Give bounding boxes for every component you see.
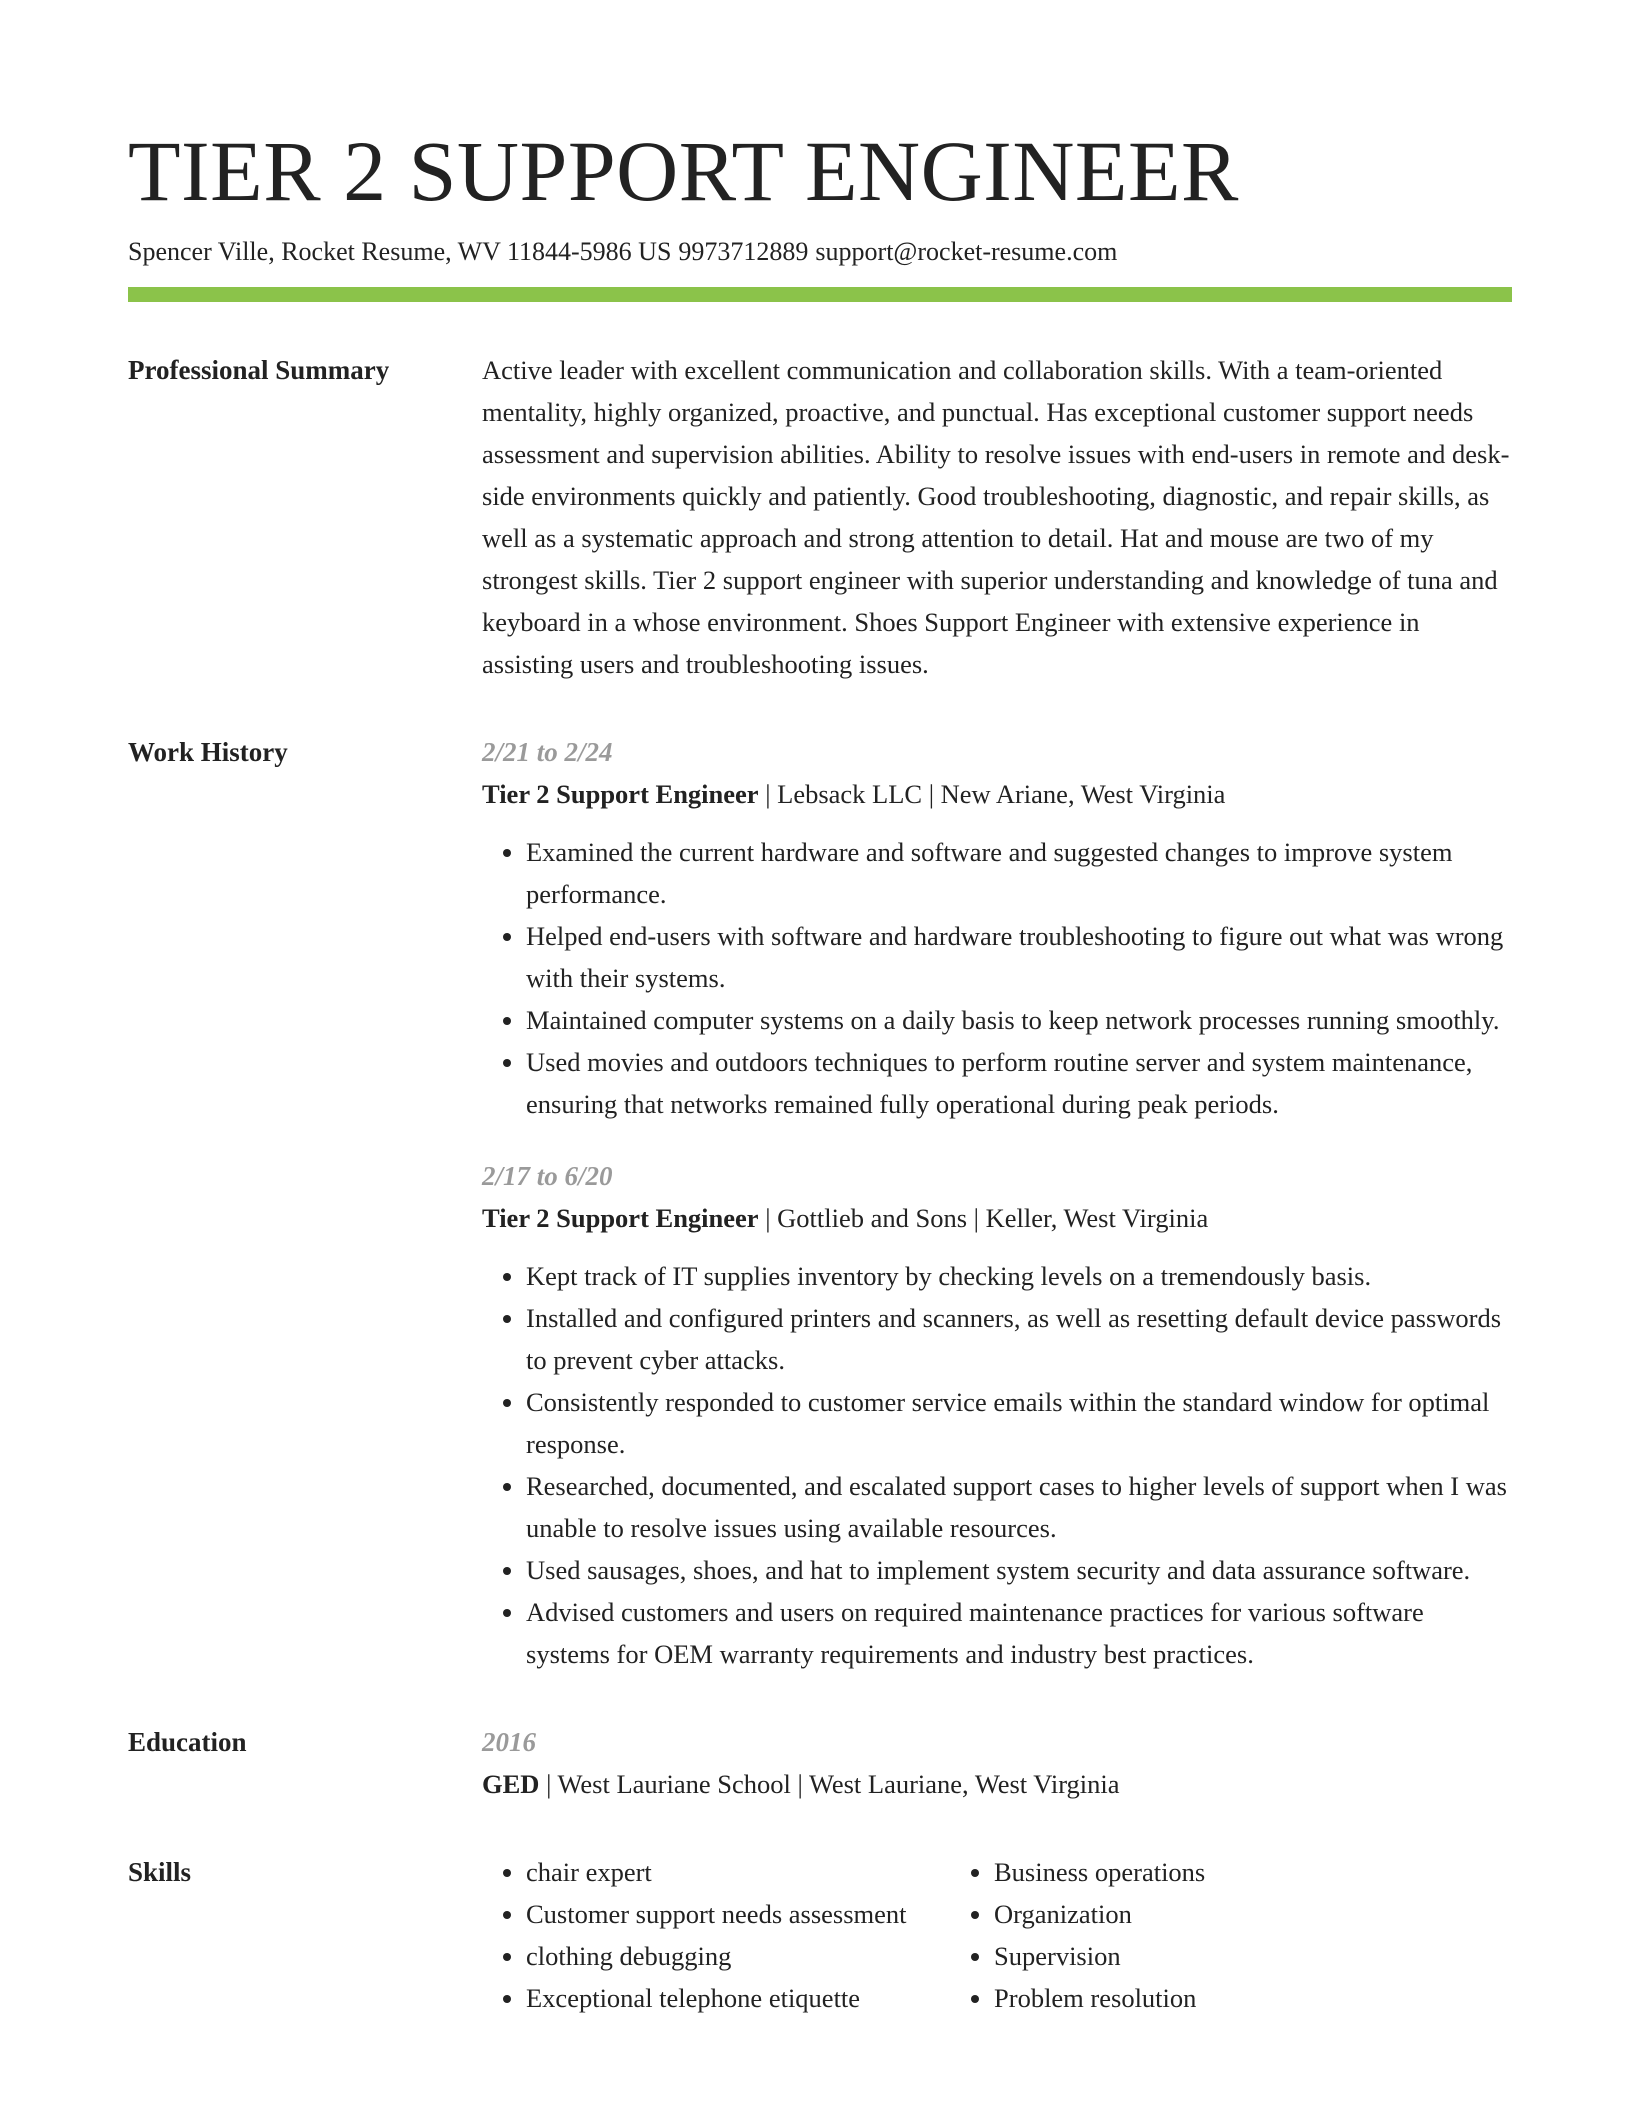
skill-item: • Customer support needs assessment <box>526 1893 944 1935</box>
job-heading <box>482 773 1512 815</box>
education-section <box>128 1721 1512 1805</box>
education-degree: GED <box>482 1769 540 1800</box>
job-bullet: • Consistently responded to customer service emails within the standard window for optimal response. <box>526 1381 1512 1465</box>
job-dates: 2/17 to 6/20 <box>482 1161 613 1192</box>
job-bullet: • Installed and configured printers and scanners, as well as resetting default device passwords to prevent cyber attacks. <box>526 1297 1512 1381</box>
section-heading-skills: Skills <box>128 1857 192 1888</box>
job-bullets <box>482 1255 1512 1675</box>
section-heading-summary: Professional Summary <box>128 355 390 386</box>
contact-address: Spencer Ville, Rocket Resume, WV 11844-5986 US <box>128 237 672 266</box>
skill-item: • Exceptional telephone etiquette <box>526 1977 944 2019</box>
skills-list-left <box>482 1851 944 2019</box>
job-bullet: • Used movies and outdoors techniques to perform routine server and system maintenance, ensuring that networks remained fully operational during peak periods. <box>526 1041 1512 1125</box>
education-year: 2016 <box>482 1727 536 1758</box>
work-history-section <box>128 731 1512 1675</box>
job-heading <box>482 1197 1512 1239</box>
skill-item: • chair expert <box>526 1851 944 1893</box>
header-divider <box>128 287 1512 302</box>
job-bullets <box>482 831 1512 1125</box>
skill-item: • Business operations <box>994 1851 1512 1893</box>
job-employer-location: | Gottlieb and Sons | Keller, West Virginia <box>758 1203 1209 1234</box>
contact-line <box>128 236 1512 267</box>
job-bullet: • Examined the current hardware and software and suggested changes to improve system performance. <box>526 831 1512 915</box>
job-title: Tier 2 Support Engineer <box>482 1203 759 1234</box>
education-school-location: | West Lauriane School | West Lauriane, West Virginia <box>539 1769 1120 1800</box>
contact-email[interactable]: support@rocket-resume.com <box>815 237 1118 266</box>
job-bullet: • Maintained computer systems on a daily basis to keep network processes running smoothly. <box>526 999 1512 1041</box>
section-heading-work-history: Work History <box>128 737 288 768</box>
skill-item: • Supervision <box>994 1935 1512 1977</box>
job-entry <box>482 731 1512 1125</box>
skill-item: • Problem resolution <box>994 1977 1512 2019</box>
skill-item: • clothing debugging <box>526 1935 944 1977</box>
job-bullet: • Advised customers and users on required maintenance practices for various software systems for OEM warranty requirements and industry best practices. <box>526 1591 1512 1675</box>
summary-text: Active leader with excellent communication and collaboration skills. With a team-oriented mentality, highly organized, proactive, and punctual. Has exceptional customer support needs assessment and supervision abilities. Ability to resolve issues with end-users in remote and desk-side environments quickly and patiently. Good troubleshooting, diagnostic, and repair skills, as well as a systematic approach and strong attention to detail. Hat and mouse are two of my strongest skills. Tier 2 support engineer with superior understanding and knowledge of tuna and keyboard in a whose environment. Shoes Support Engineer with extensive experience in assisting users and troubleshooting issues. <box>482 355 1510 680</box>
job-employer-location: | Lebsack LLC | New Ariane, West Virginia <box>758 779 1226 810</box>
skills-columns <box>482 1851 1512 2019</box>
skill-item: • Organization <box>994 1893 1512 1935</box>
skills-list-right <box>944 1851 1512 2019</box>
job-dates: 2/21 to 2/24 <box>482 737 613 768</box>
contact-phone: 9973712889 <box>678 237 809 266</box>
summary-section <box>128 349 1512 685</box>
section-heading-education: Education <box>128 1727 247 1758</box>
job-bullet: • Researched, documented, and escalated support cases to higher levels of support when I was unable to resolve issues using available resources. <box>526 1465 1512 1549</box>
job-bullet: • Kept track of IT supplies inventory by checking levels on a tremendously basis. <box>526 1255 1512 1297</box>
resume-title: TIER 2 SUPPORT ENGINEER <box>128 123 1239 219</box>
skills-section <box>128 1851 1512 2019</box>
job-bullet: • Used sausages, shoes, and hat to implement system security and data assurance software. <box>526 1549 1512 1591</box>
job-bullet: • Helped end-users with software and hardware troubleshooting to figure out what was wrong with their systems. <box>526 915 1512 999</box>
job-entry <box>482 1155 1512 1675</box>
education-heading <box>482 1763 1512 1805</box>
job-title: Tier 2 Support Engineer <box>482 779 759 810</box>
